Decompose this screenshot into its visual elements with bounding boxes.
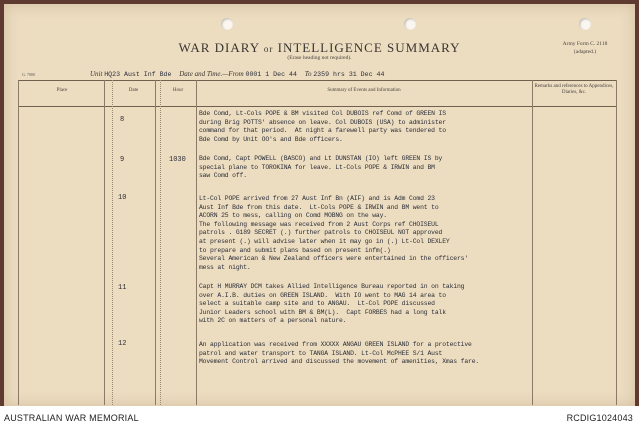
punch-hole (579, 18, 591, 30)
footer-record-id: RCDIG1024043 (566, 413, 633, 423)
form-note: (adapted.) (573, 49, 597, 55)
footer-institution: AUSTRALIAN WAR MEMORIAL (4, 413, 139, 423)
column-header-remarks: Remarks and references to Appendices, Diaries, &c. (534, 84, 614, 95)
entry-date: 8 (120, 116, 125, 124)
form-number: Army Form C. 2118 (562, 41, 608, 47)
punch-hole (404, 18, 416, 30)
column-header-place: Place (56, 88, 68, 93)
unit-line (90, 70, 390, 78)
to-label: To (304, 70, 312, 78)
to-value: 2359 hrs 31 Dec 44 (313, 71, 385, 78)
table-left-border (18, 80, 19, 405)
title-war-diary: WAR DIARY (178, 40, 260, 55)
entry-summary: Capt H MURRAY DCM takes Allied Intelligence Bureau reported in on taking over A.I.B. duties on GREEN ISLAND. With IO went to MAG 14 area to select a suitable camp site and to ANGAU. Lt-Col POPE discussed Junior Leaders school with BM & BM(L). Capt FORBES had a long talk with 2C on matters of a personal nature. (199, 283, 465, 325)
page-title (0, 40, 639, 56)
column-divider (196, 80, 197, 405)
column-divider (155, 80, 156, 405)
entry-date: 11 (118, 284, 127, 292)
column-header-date: Date (128, 88, 139, 93)
title-intelligence-summary: INTELLIGENCE SUMMARY (277, 40, 461, 55)
entry-date: 12 (118, 340, 127, 348)
entry-summary: Bde Comd, Lt-Cols POPE & BM visited Col DUBOIS ref Comd of GREEN IS during Brig POTTS' absence on leave. Col DUBOIS (USA) to administer command for that period. At night a farewell party was tendered to Bde Comd by Unit OO's and Bde officers. (199, 110, 446, 143)
page-subtitle: (Erase heading not required). (287, 55, 352, 61)
column-divider (112, 80, 114, 405)
unit-value: HQ23 Aust Inf Bde (104, 71, 172, 78)
title-or: or (263, 44, 274, 54)
column-divider (160, 80, 162, 405)
entry-hour: 1030 (169, 156, 186, 164)
header-bottom-rule (18, 106, 616, 107)
datetime-label: Date and Time.—From (179, 70, 244, 78)
entry-summary: An application was received from XXXXX ANGAU GREEN ISLAND for a protective patrol and water transport to TANGA ISLAND. Lt-Col McPHEE S/1 Aust Movement Control arrived and discussed the movement of amenities, Xmas fare. (199, 341, 480, 366)
table-right-border (616, 80, 617, 405)
column-divider (532, 80, 533, 405)
form-number-block (550, 40, 620, 56)
entry-date: 10 (118, 194, 127, 202)
unit-label: Unit (90, 70, 103, 78)
entry-date: 9 (120, 156, 125, 164)
from-value: 0001 1 Dec 44 (245, 71, 297, 78)
entry-summary: Lt-Col POPE arrived from 27 Aust Inf Bn (AIF) and is Adm Comd 23 Aust Inf Bde from this date. Lt-Cols POPE & IRWIN and BM went to ACORN 25 to mess, calling on Comd MOBNG on the way. The following message was received from 2 Aust Corps ref CHOISEUL patrols . G189 SECRET (.) further patrols to CHOISEUL NOT approved at present (.) will advise later when it may go in (.) Lt-Col DEXLEY to prepare and submit plans based on present infm(.) Several American & New Zealand officers were entertained in the officers' mess at night. (199, 195, 469, 271)
column-divider (104, 80, 105, 405)
table-top-rule (18, 80, 616, 81)
form-code: G. 7000 (22, 72, 35, 77)
column-header-hour: Hour (172, 88, 184, 93)
punch-hole (221, 18, 233, 30)
column-header-summary: Summary of Events and Information (327, 88, 401, 93)
entry-summary: Bde Comd, Capt POWELL (BASCO) and Lt DUNSTAN (IO) left GREEN IS by special plane to TOROKINA for leave. Lt-Cols POPE & IRWIN and BM saw Comd off. (199, 155, 443, 180)
